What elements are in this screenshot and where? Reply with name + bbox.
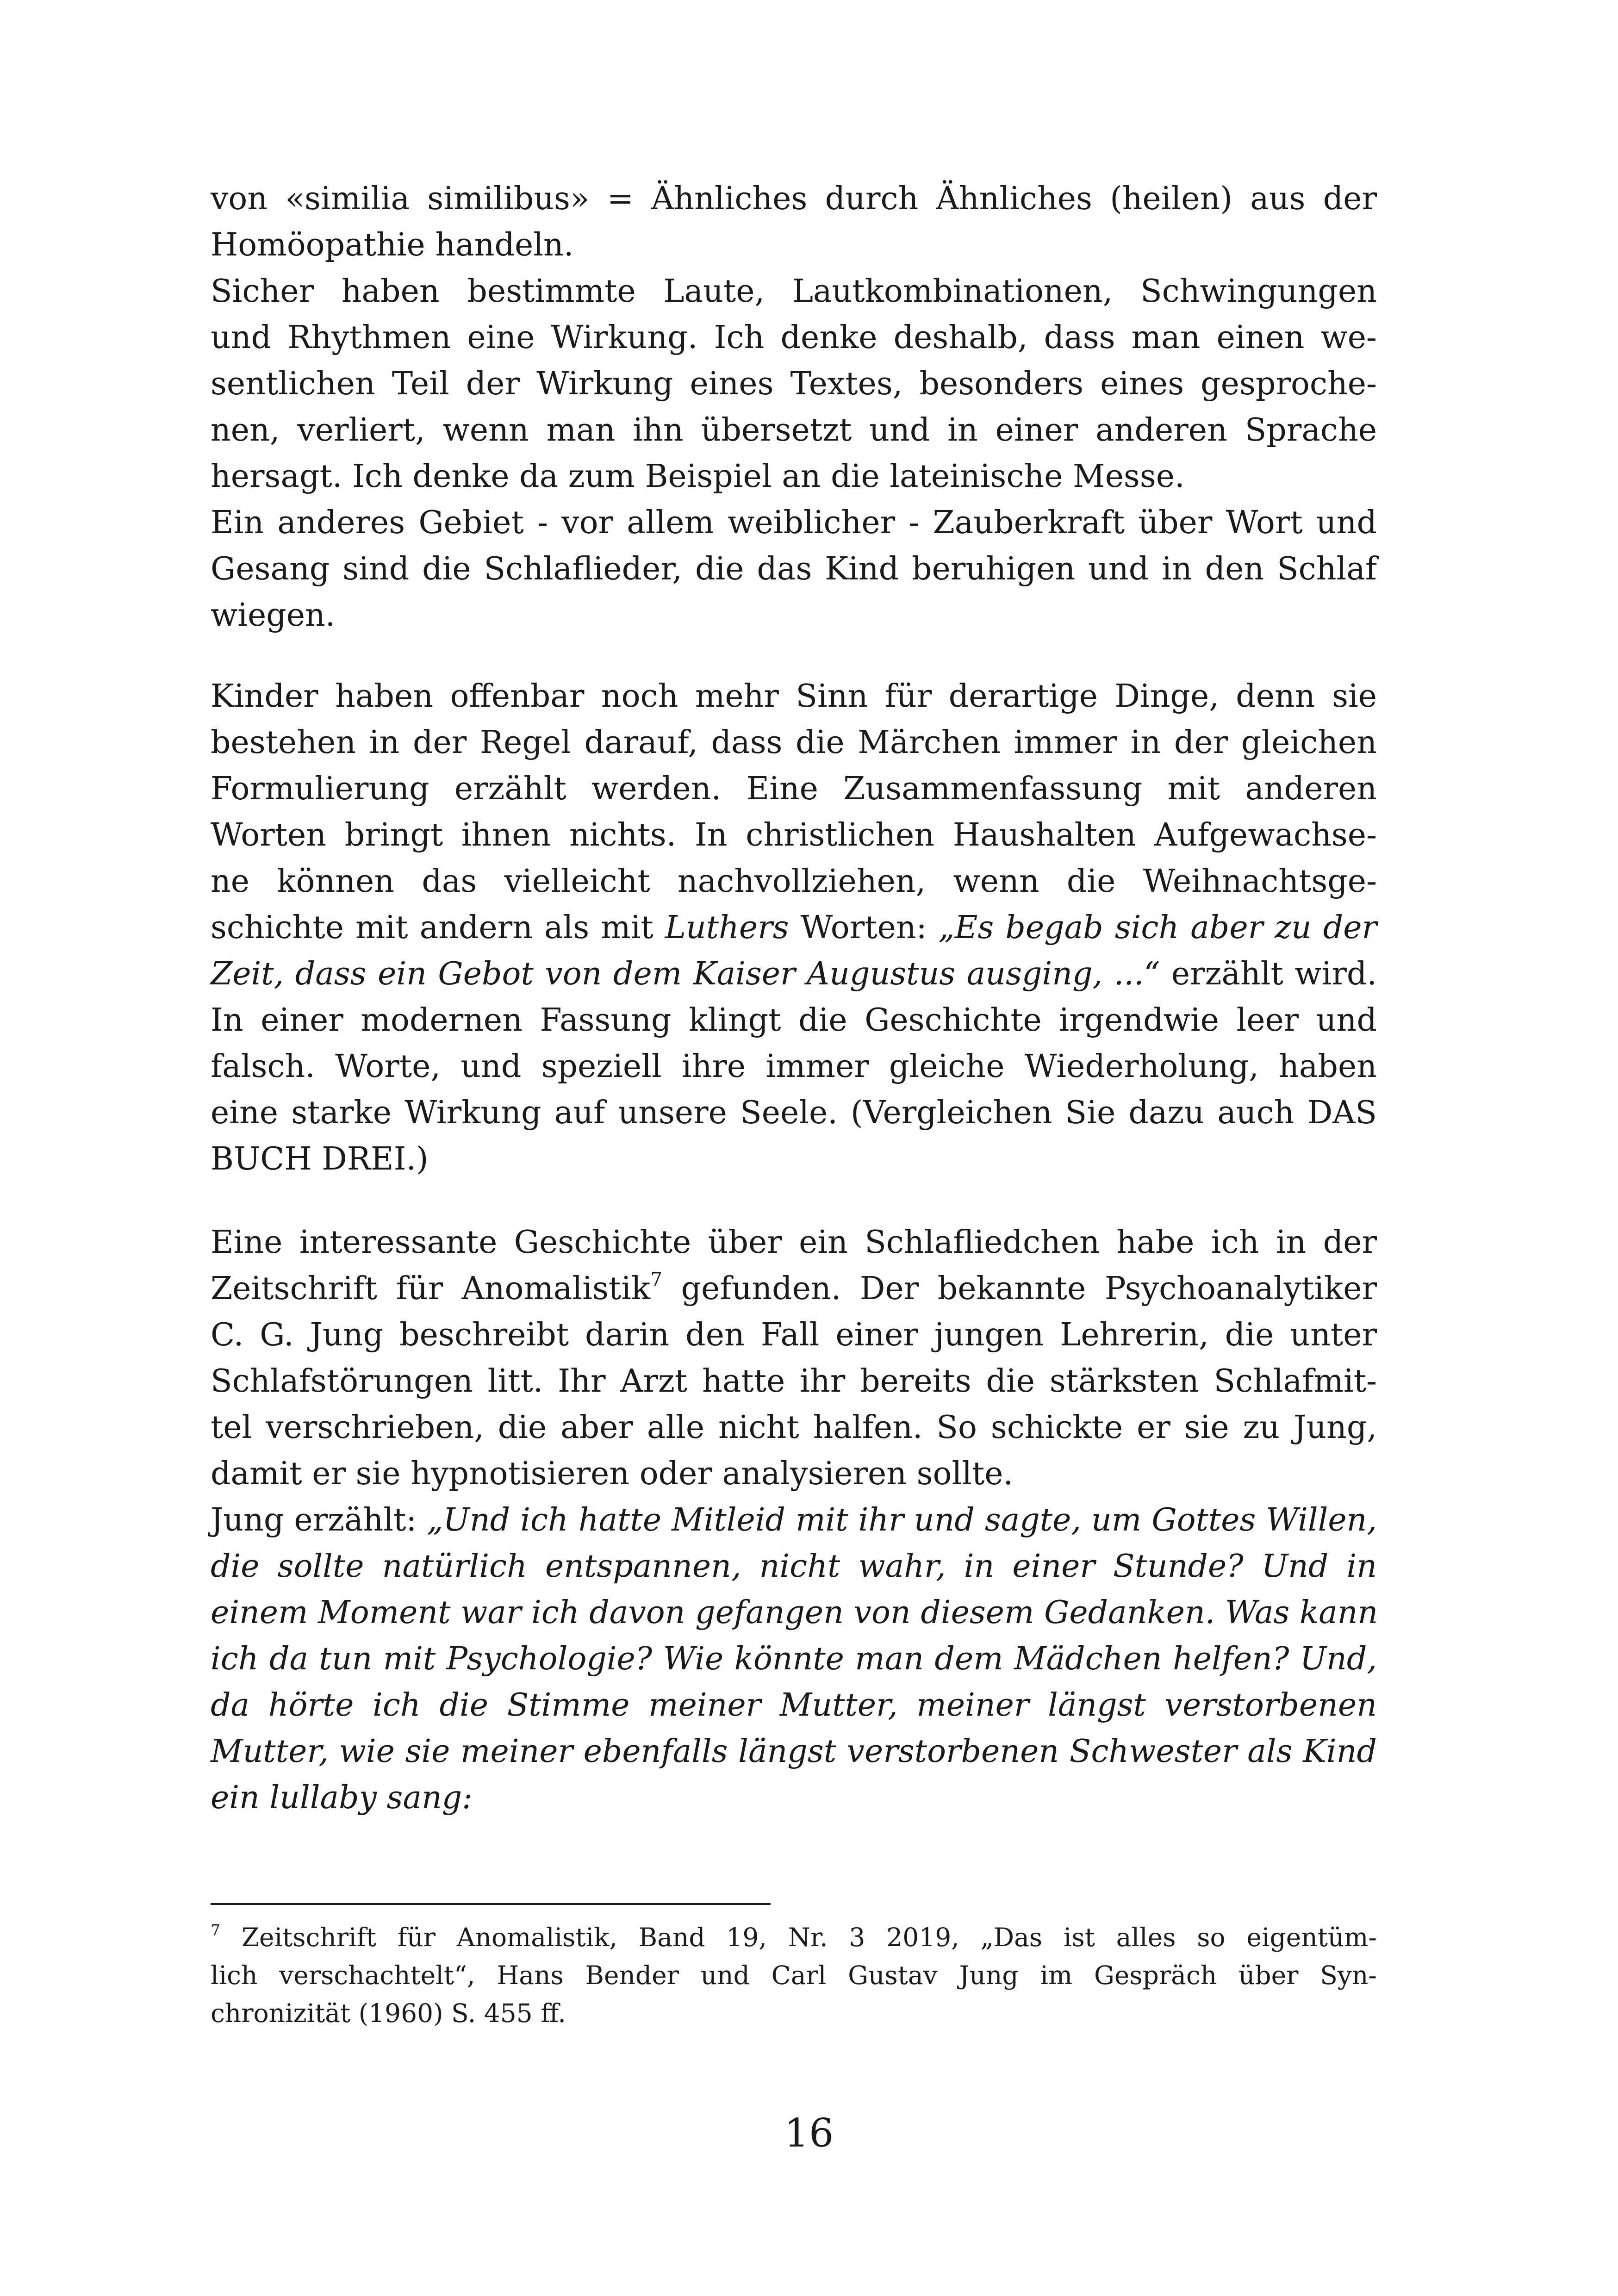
text-line: hersagt. Ich denke da zum Beispiel an die lateinische Messe.: [211, 458, 1185, 495]
text-line: [211, 951, 1377, 997]
paragraph-1: [211, 176, 1377, 639]
text-line: Gesang sind die Schlaflieder, die das Kind beruhigen und in den Schlaf: [211, 551, 1377, 587]
quote-line: Mutter, wie sie meiner ebenfalls längst verstorbenen Schwester als Kind: [211, 1733, 1377, 1770]
text-run: Jung erzählt:: [211, 1502, 427, 1538]
text-run: gefunden. Der bekannte Psychoanalytiker: [662, 1270, 1377, 1307]
quote-line: ich da tun mit Psychologie? Wie könnte man dem Mädchen helfen? Und,: [211, 1641, 1377, 1677]
text-line: bestehen in der Regel darauf, dass die Märchen immer in der gleichen: [211, 724, 1377, 761]
text-line: Formulierung erzählt werden. Eine Zusammenfassung mit anderen: [211, 771, 1377, 807]
text-line: Sicher haben bestimmte Laute, Lautkombinationen, Schwingungen: [211, 273, 1377, 310]
quote-line: da hörte ich die Stimme meiner Mutter, meiner längst verstorbenen: [211, 1687, 1377, 1724]
text-line: Schlafstörungen litt. Ihr Arzt hatte ihr bereits die stärksten Schlafmit-: [211, 1363, 1377, 1400]
text-run: erzählt wird.: [1160, 956, 1377, 992]
text-line: In einer modernen Fassung klingt die Geschichte irgendwie leer und: [211, 1002, 1377, 1039]
text-line: Worten bringt ihnen nichts. In christlichen Haushalten Aufgewachse-: [211, 817, 1377, 853]
quote-line: ein lullaby sang:: [211, 1780, 473, 1816]
quote-line: die sollte natürlich entspannen, nicht wahr, in einer Stunde? Und in: [211, 1548, 1377, 1585]
text-line: von «similia similibus» = Ähnliches durch Ähnliches (heilen) aus der: [211, 180, 1377, 217]
text-run: schichte mit andern als mit: [211, 909, 665, 946]
quote-text: Zeit, dass ein Gebot von dem Kaiser Augustus ausging, ...“: [211, 956, 1160, 992]
text-line: damit er sie hypnotisieren oder analysieren sollte.: [211, 1456, 1014, 1492]
text-line: und Rhythmen eine Wirkung. Ich denke deshalb, dass man einen we-: [211, 319, 1377, 356]
text-run: Worten:: [789, 909, 939, 946]
text-line: Kinder haben offenbar noch mehr Sinn für derartige Dinge, denn sie: [211, 678, 1377, 715]
text-run: Zeitschrift für Anomalistik, Band 19, Nr. 3 2019, „Das ist alles so eigentüm-: [220, 1923, 1377, 1952]
page-number: 16: [784, 2110, 834, 2156]
paragraph-2: [211, 673, 1377, 1182]
text-line: [211, 905, 1377, 951]
text-line: nen, verliert, wenn man ihn übersetzt und in einer anderen Sprache: [211, 412, 1377, 448]
text-line: sentlichen Teil der Wirkung eines Textes, besonders eines gesproche-: [211, 366, 1377, 402]
quote-text: „Es begab sich aber zu der: [938, 909, 1377, 946]
text-line: Homöopathie handeln.: [211, 227, 574, 263]
text-line: ne können das vielleicht nachvollziehen, wenn die Weihnachtsge-: [211, 863, 1377, 900]
text-line: BUCH DREI.): [211, 1141, 429, 1177]
footnote-line: [211, 1918, 1377, 1956]
text-run: Zeitschrift für Anomalistik: [211, 1270, 651, 1307]
text-line: tel verschrieben, die aber alle nicht halfen. So schickte er sie zu Jung,: [211, 1409, 1377, 1446]
paragraph-3: [211, 1220, 1377, 1821]
footnote: [211, 1918, 1377, 2032]
footnote-marker: 7: [211, 1921, 220, 1939]
quote-line: einem Moment war ich davon gefangen von diesem Gedanken. Was kann: [211, 1594, 1378, 1631]
text-line: Ein anderes Gebiet - vor allem weiblicher - Zauberkraft über Wort und: [211, 504, 1377, 541]
quote-text: „Und ich hatte Mitleid mit ihr und sagte, um Gottes Willen,: [427, 1502, 1377, 1538]
footnote-line: lich verschachtelt“, Hans Bender und Carl Gustav Jung im Gespräch über Syn-: [211, 1960, 1377, 1990]
footnote-divider: [211, 1903, 771, 1905]
footnote-reference[interactable]: 7: [650, 1268, 663, 1291]
text-line: Eine interessante Geschichte über ein Schlafliedchen habe ich in der: [211, 1224, 1377, 1261]
text-line: [211, 1266, 1377, 1312]
footnote-line: chronizität (1960) S. 455 ff.: [211, 1998, 566, 2028]
text-line: C. G. Jung beschreibt darin den Fall einer jungen Lehrerin, die unter: [211, 1317, 1377, 1353]
text-line: eine starke Wirkung auf unsere Seele. (Vergleichen Sie dazu auch DAS: [211, 1095, 1377, 1131]
text-line: [211, 1497, 1377, 1543]
text-line: falsch. Worte, und speziell ihre immer gleiche Wiederholung, haben: [211, 1048, 1377, 1085]
author-name: Luthers: [665, 909, 789, 946]
text-line: wiegen.: [211, 597, 336, 634]
